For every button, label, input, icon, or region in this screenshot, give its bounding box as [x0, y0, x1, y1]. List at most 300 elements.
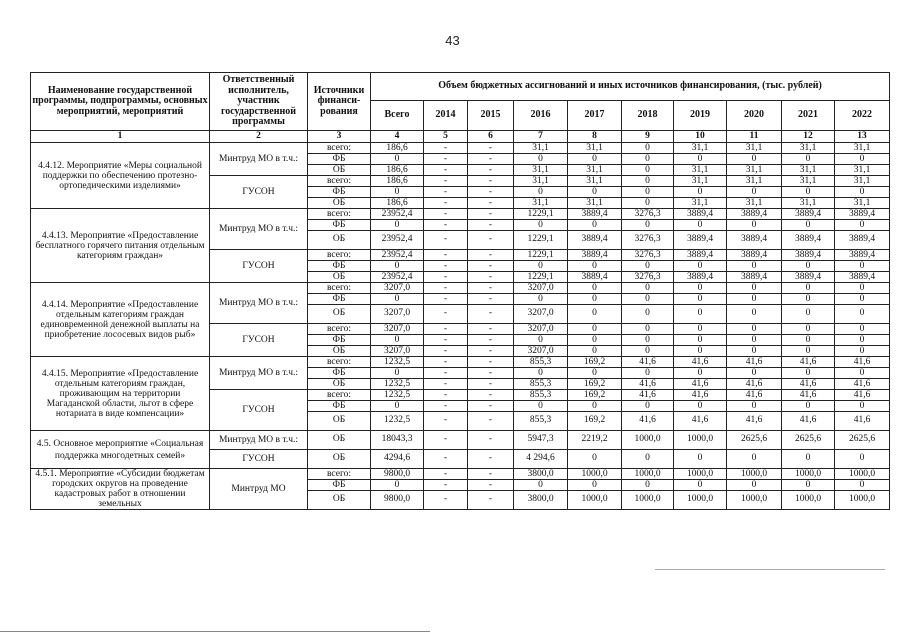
amount-cell: 0 [568, 261, 622, 272]
amount-cell: 3889,4 [835, 272, 890, 283]
responsible-cell: ГУСОН [210, 390, 308, 431]
amount-cell: 3889,4 [568, 231, 622, 250]
amount-cell: 23952,4 [371, 209, 424, 220]
amount-cell: 2625,6 [782, 431, 835, 450]
amount-cell: 1229,1 [514, 250, 568, 261]
amount-cell: 0 [514, 154, 568, 165]
amount-cell: 41,6 [727, 390, 782, 401]
amount-cell: 0 [782, 346, 835, 357]
amount-cell: - [468, 324, 514, 335]
amount-cell: - [424, 272, 468, 283]
amount-cell: - [424, 209, 468, 220]
amount-cell: 0 [727, 324, 782, 335]
amount-cell: 3207,0 [514, 324, 568, 335]
budget-table [30, 72, 890, 510]
funding-source-cell: всего: [308, 390, 371, 401]
header-column-number: 10 [674, 131, 727, 143]
amount-cell: 0 [674, 324, 727, 335]
amount-cell: - [468, 379, 514, 390]
funding-source-cell: всего: [308, 324, 371, 335]
amount-cell: 0 [568, 346, 622, 357]
amount-cell: 41,6 [622, 412, 674, 431]
amount-cell: 0 [835, 305, 890, 324]
amount-cell: 31,1 [782, 176, 835, 187]
amount-cell: - [424, 220, 468, 231]
amount-cell: 0 [782, 154, 835, 165]
header-year: 2014 [424, 101, 468, 131]
header-responsible: Ответственный исполнитель, участник государственной программы [210, 73, 308, 131]
header-year: Всего [371, 101, 424, 131]
amount-cell: 0 [727, 187, 782, 198]
amount-cell: 0 [674, 335, 727, 346]
program-name-cell: 4.4.13. Мероприятие «Предоставление бесплатного горячего питания отдельным категориям граждан» [31, 209, 210, 283]
header-column-number: 7 [514, 131, 568, 143]
amount-cell: 3207,0 [371, 324, 424, 335]
amount-cell: 0 [622, 480, 674, 491]
funding-source-cell: ОБ [308, 198, 371, 209]
amount-cell: 41,6 [727, 357, 782, 368]
funding-source-cell: ОБ [308, 491, 371, 510]
header-year: 2018 [622, 101, 674, 131]
amount-cell: 31,1 [835, 198, 890, 209]
funding-source-cell: ФБ [308, 187, 371, 198]
amount-cell: 186,6 [371, 143, 424, 154]
amount-cell: 1000,0 [727, 469, 782, 480]
amount-cell: 31,1 [727, 165, 782, 176]
amount-cell: 23952,4 [371, 231, 424, 250]
amount-cell: - [424, 390, 468, 401]
amount-cell: 0 [782, 335, 835, 346]
header-year: 2021 [782, 101, 835, 131]
amount-cell: 0 [727, 335, 782, 346]
amount-cell: 31,1 [674, 165, 727, 176]
amount-cell: 169,2 [568, 379, 622, 390]
amount-cell: - [424, 231, 468, 250]
amount-cell: - [424, 283, 468, 294]
amount-cell: 0 [674, 220, 727, 231]
amount-cell: - [468, 187, 514, 198]
amount-cell: 3207,0 [371, 346, 424, 357]
amount-cell: 0 [371, 220, 424, 231]
amount-cell: 3889,4 [727, 209, 782, 220]
amount-cell: 186,6 [371, 176, 424, 187]
header-program-name: Наименование государственной программы, подпрограммы, основных мероприятий, мероприятий [31, 73, 210, 131]
amount-cell: 0 [782, 368, 835, 379]
header-year: 2017 [568, 101, 622, 131]
amount-cell: 41,6 [835, 357, 890, 368]
amount-cell: 3889,4 [568, 250, 622, 261]
amount-cell: - [468, 305, 514, 324]
amount-cell: 0 [622, 294, 674, 305]
amount-cell: 0 [727, 220, 782, 231]
amount-cell: - [468, 261, 514, 272]
table-row [31, 469, 890, 480]
amount-cell: 3207,0 [514, 346, 568, 357]
funding-source-cell: ОБ [308, 346, 371, 357]
amount-cell: 0 [835, 450, 890, 469]
funding-source-cell: всего: [308, 469, 371, 480]
amount-cell: - [468, 480, 514, 491]
amount-cell: 0 [835, 154, 890, 165]
amount-cell: 186,6 [371, 165, 424, 176]
amount-cell: 18043,3 [371, 431, 424, 450]
amount-cell: 31,1 [674, 198, 727, 209]
funding-source-cell: ОБ [308, 412, 371, 431]
amount-cell: 1000,0 [727, 491, 782, 510]
amount-cell: 31,1 [835, 176, 890, 187]
funding-source-cell: ФБ [308, 480, 371, 491]
amount-cell: 5947,3 [514, 431, 568, 450]
amount-cell: 0 [568, 450, 622, 469]
amount-cell: 0 [622, 450, 674, 469]
amount-cell: 31,1 [727, 176, 782, 187]
amount-cell: 0 [568, 187, 622, 198]
program-name-cell: 4.5. Основное мероприятие «Социальная поддержка многодетных семей» [31, 431, 210, 469]
amount-cell: 0 [835, 346, 890, 357]
amount-cell: 0 [568, 283, 622, 294]
amount-cell: 0 [568, 305, 622, 324]
amount-cell: 0 [568, 294, 622, 305]
amount-cell: 0 [674, 187, 727, 198]
amount-cell: 0 [568, 324, 622, 335]
funding-source-cell: ФБ [308, 335, 371, 346]
amount-cell: 0 [622, 143, 674, 154]
amount-cell: 41,6 [622, 390, 674, 401]
amount-cell: - [468, 165, 514, 176]
amount-cell: 1232,5 [371, 390, 424, 401]
amount-cell: 3889,4 [568, 209, 622, 220]
funding-source-cell: ФБ [308, 154, 371, 165]
amount-cell: 0 [782, 401, 835, 412]
amount-cell: 1000,0 [782, 469, 835, 480]
amount-cell: 3276,3 [622, 209, 674, 220]
amount-cell: 3889,4 [674, 209, 727, 220]
amount-cell: - [424, 450, 468, 469]
amount-cell: 1000,0 [674, 491, 727, 510]
amount-cell: 0 [622, 305, 674, 324]
header-column-number: 13 [835, 131, 890, 143]
amount-cell: 0 [727, 368, 782, 379]
amount-cell: 31,1 [568, 198, 622, 209]
table-row [31, 143, 890, 154]
amount-cell: 0 [674, 450, 727, 469]
amount-cell: 31,1 [514, 165, 568, 176]
amount-cell: 1000,0 [835, 491, 890, 510]
amount-cell: 0 [622, 187, 674, 198]
amount-cell: 0 [568, 220, 622, 231]
amount-cell: - [424, 379, 468, 390]
amount-cell: 0 [835, 220, 890, 231]
amount-cell: 0 [727, 401, 782, 412]
scan-artifact-line [655, 569, 885, 570]
amount-cell: 0 [568, 401, 622, 412]
amount-cell: 0 [835, 187, 890, 198]
amount-cell: 3889,4 [727, 272, 782, 283]
amount-cell: 169,2 [568, 357, 622, 368]
responsible-cell: Минтруд МО в т.ч.: [210, 357, 308, 390]
amount-cell: 31,1 [782, 143, 835, 154]
amount-cell: - [468, 469, 514, 480]
amount-cell: 41,6 [835, 412, 890, 431]
funding-source-cell: всего: [308, 250, 371, 261]
header-year: 2015 [468, 101, 514, 131]
amount-cell: 1000,0 [622, 469, 674, 480]
funding-source-cell: ФБ [308, 261, 371, 272]
amount-cell: 0 [727, 480, 782, 491]
responsible-cell: ГУСОН [210, 324, 308, 357]
amount-cell: 0 [514, 480, 568, 491]
amount-cell: 4 294,6 [514, 450, 568, 469]
amount-cell: - [468, 154, 514, 165]
amount-cell: - [424, 480, 468, 491]
amount-cell: - [424, 261, 468, 272]
amount-cell: 0 [371, 294, 424, 305]
amount-cell: - [424, 250, 468, 261]
header-column-number: 3 [308, 131, 371, 143]
amount-cell: 0 [674, 401, 727, 412]
amount-cell: 0 [622, 154, 674, 165]
amount-cell: 855,3 [514, 390, 568, 401]
amount-cell: 31,1 [568, 165, 622, 176]
amount-cell: 3889,4 [782, 250, 835, 261]
amount-cell: 1229,1 [514, 231, 568, 250]
amount-cell: 0 [622, 368, 674, 379]
scan-artifact-line [0, 631, 430, 632]
amount-cell: 0 [674, 368, 727, 379]
amount-cell: 0 [674, 154, 727, 165]
amount-cell: 0 [835, 335, 890, 346]
amount-cell: 0 [568, 368, 622, 379]
amount-cell: - [468, 143, 514, 154]
amount-cell: 31,1 [514, 176, 568, 187]
amount-cell: - [468, 401, 514, 412]
header-column-number: 2 [210, 131, 308, 143]
amount-cell: 3889,4 [674, 250, 727, 261]
amount-cell: - [424, 305, 468, 324]
funding-source-cell: ФБ [308, 294, 371, 305]
amount-cell: 3800,0 [514, 469, 568, 480]
header-column-number: 12 [782, 131, 835, 143]
amount-cell: 0 [835, 261, 890, 272]
amount-cell: 0 [727, 305, 782, 324]
table-row [31, 431, 890, 450]
amount-cell: - [424, 187, 468, 198]
funding-source-cell: ОБ [308, 165, 371, 176]
amount-cell: - [468, 431, 514, 450]
amount-cell: 9800,0 [371, 469, 424, 480]
amount-cell: 0 [674, 346, 727, 357]
amount-cell: 169,2 [568, 390, 622, 401]
header-column-number: 6 [468, 131, 514, 143]
amount-cell: 0 [622, 335, 674, 346]
amount-cell: 31,1 [568, 143, 622, 154]
amount-cell: 0 [674, 283, 727, 294]
amount-cell: 41,6 [782, 390, 835, 401]
funding-source-cell: всего: [308, 283, 371, 294]
amount-cell: - [468, 412, 514, 431]
amount-cell: 0 [622, 401, 674, 412]
amount-cell: 0 [727, 294, 782, 305]
amount-cell: 0 [514, 401, 568, 412]
amount-cell: 41,6 [622, 379, 674, 390]
amount-cell: 0 [727, 154, 782, 165]
amount-cell: 0 [371, 335, 424, 346]
amount-cell: 1000,0 [835, 469, 890, 480]
amount-cell: 0 [727, 346, 782, 357]
amount-cell: 41,6 [835, 379, 890, 390]
header-column-number: 11 [727, 131, 782, 143]
amount-cell: 41,6 [674, 357, 727, 368]
amount-cell: - [468, 209, 514, 220]
amount-cell: 0 [514, 368, 568, 379]
amount-cell: 31,1 [782, 165, 835, 176]
amount-cell: 1000,0 [782, 491, 835, 510]
amount-cell: 23952,4 [371, 250, 424, 261]
amount-cell: 9800,0 [371, 491, 424, 510]
amount-cell: 0 [514, 261, 568, 272]
amount-cell: 31,1 [514, 198, 568, 209]
amount-cell: 0 [674, 305, 727, 324]
amount-cell: - [424, 346, 468, 357]
responsible-cell: Минтруд МО в т.ч.: [210, 209, 308, 250]
amount-cell: 3889,4 [782, 272, 835, 283]
amount-cell: 0 [622, 198, 674, 209]
amount-cell: 1232,5 [371, 357, 424, 368]
program-name-cell: 4.4.15. Мероприятие «Предоставление отдельным категориям граждан, проживающим на территории Магаданской области, льгот в сфере нотариата в виде компенсации» [31, 357, 210, 431]
amount-cell: 0 [727, 283, 782, 294]
amount-cell: 41,6 [727, 379, 782, 390]
amount-cell: - [468, 231, 514, 250]
amount-cell: - [424, 294, 468, 305]
amount-cell: - [424, 176, 468, 187]
amount-cell: - [424, 491, 468, 510]
amount-cell: 855,3 [514, 412, 568, 431]
amount-cell: 0 [835, 368, 890, 379]
amount-cell: - [468, 283, 514, 294]
amount-cell: - [424, 431, 468, 450]
amount-cell: 3207,0 [371, 305, 424, 324]
amount-cell: 1232,5 [371, 379, 424, 390]
amount-cell: 0 [514, 220, 568, 231]
amount-cell: 3276,3 [622, 272, 674, 283]
responsible-cell: ГУСОН [210, 176, 308, 209]
amount-cell: 3889,4 [674, 231, 727, 250]
amount-cell: 0 [674, 261, 727, 272]
header-column-number: 9 [622, 131, 674, 143]
amount-cell: 41,6 [674, 412, 727, 431]
header-funding-volume: Объем бюджетных ассигнований и иных источников финансирования, (тыс. рублей) [371, 73, 890, 101]
amount-cell: 31,1 [835, 165, 890, 176]
amount-cell: 3889,4 [835, 231, 890, 250]
amount-cell: 0 [371, 154, 424, 165]
amount-cell: 0 [622, 165, 674, 176]
header-year: 2022 [835, 101, 890, 131]
amount-cell: 31,1 [568, 176, 622, 187]
amount-cell: - [424, 198, 468, 209]
amount-cell: 0 [782, 283, 835, 294]
amount-cell: 41,6 [835, 390, 890, 401]
header-column-number: 8 [568, 131, 622, 143]
amount-cell: - [424, 357, 468, 368]
funding-source-cell: всего: [308, 209, 371, 220]
amount-cell: 3889,4 [727, 231, 782, 250]
program-name-cell: 4.4.14. Мероприятие «Предоставление отдельным категориям граждан единовременной денежной выплаты на приобретение лососевых видов рыб» [31, 283, 210, 357]
amount-cell: 0 [835, 283, 890, 294]
amount-cell: 31,1 [674, 143, 727, 154]
funding-source-cell: всего: [308, 176, 371, 187]
header-column-number: 5 [424, 131, 468, 143]
table-row [31, 209, 890, 220]
amount-cell: 0 [782, 305, 835, 324]
header-year: 2019 [674, 101, 727, 131]
amount-cell: 0 [782, 324, 835, 335]
amount-cell: 3207,0 [514, 283, 568, 294]
amount-cell: 4294,6 [371, 450, 424, 469]
amount-cell: 0 [782, 450, 835, 469]
amount-cell: 0 [622, 220, 674, 231]
amount-cell: - [468, 220, 514, 231]
amount-cell: 855,3 [514, 379, 568, 390]
funding-source-cell: ФБ [308, 220, 371, 231]
amount-cell: 3800,0 [514, 491, 568, 510]
amount-cell: 0 [622, 261, 674, 272]
amount-cell: 0 [674, 294, 727, 305]
amount-cell: 2625,6 [727, 431, 782, 450]
header-funding-sources: Источники финанси-рования [308, 73, 371, 131]
amount-cell: 0 [514, 294, 568, 305]
amount-cell: 3889,4 [835, 209, 890, 220]
amount-cell: 0 [371, 480, 424, 491]
amount-cell: 0 [835, 401, 890, 412]
amount-cell: 0 [622, 324, 674, 335]
amount-cell: 1000,0 [568, 491, 622, 510]
amount-cell: - [424, 401, 468, 412]
amount-cell: - [468, 272, 514, 283]
amount-cell: 0 [782, 294, 835, 305]
responsible-cell: ГУСОН [210, 250, 308, 283]
header-year: 2016 [514, 101, 568, 131]
amount-cell: 3889,4 [727, 250, 782, 261]
amount-cell: 0 [727, 261, 782, 272]
responsible-cell: Минтруд МО [210, 469, 308, 510]
responsible-cell: Минтруд МО в т.ч.: [210, 431, 308, 450]
amount-cell: - [424, 412, 468, 431]
amount-cell: - [468, 294, 514, 305]
amount-cell: 0 [371, 261, 424, 272]
amount-cell: 3889,4 [674, 272, 727, 283]
amount-cell: 0 [782, 220, 835, 231]
funding-source-cell: ОБ [308, 231, 371, 250]
amount-cell: - [424, 335, 468, 346]
funding-source-cell: ОБ [308, 305, 371, 324]
amount-cell: 0 [674, 480, 727, 491]
funding-source-cell: ОБ [308, 272, 371, 283]
amount-cell: 0 [622, 346, 674, 357]
amount-cell: 186,6 [371, 198, 424, 209]
amount-cell: 1000,0 [568, 469, 622, 480]
amount-cell: 0 [568, 154, 622, 165]
header-column-number: 4 [371, 131, 424, 143]
funding-source-cell: ОБ [308, 379, 371, 390]
amount-cell: 41,6 [674, 379, 727, 390]
funding-source-cell: ФБ [308, 368, 371, 379]
amount-cell: 0 [514, 335, 568, 346]
amount-cell: - [468, 491, 514, 510]
amount-cell: - [468, 450, 514, 469]
amount-cell: 0 [622, 176, 674, 187]
amount-cell: 1000,0 [674, 431, 727, 450]
amount-cell: - [424, 154, 468, 165]
